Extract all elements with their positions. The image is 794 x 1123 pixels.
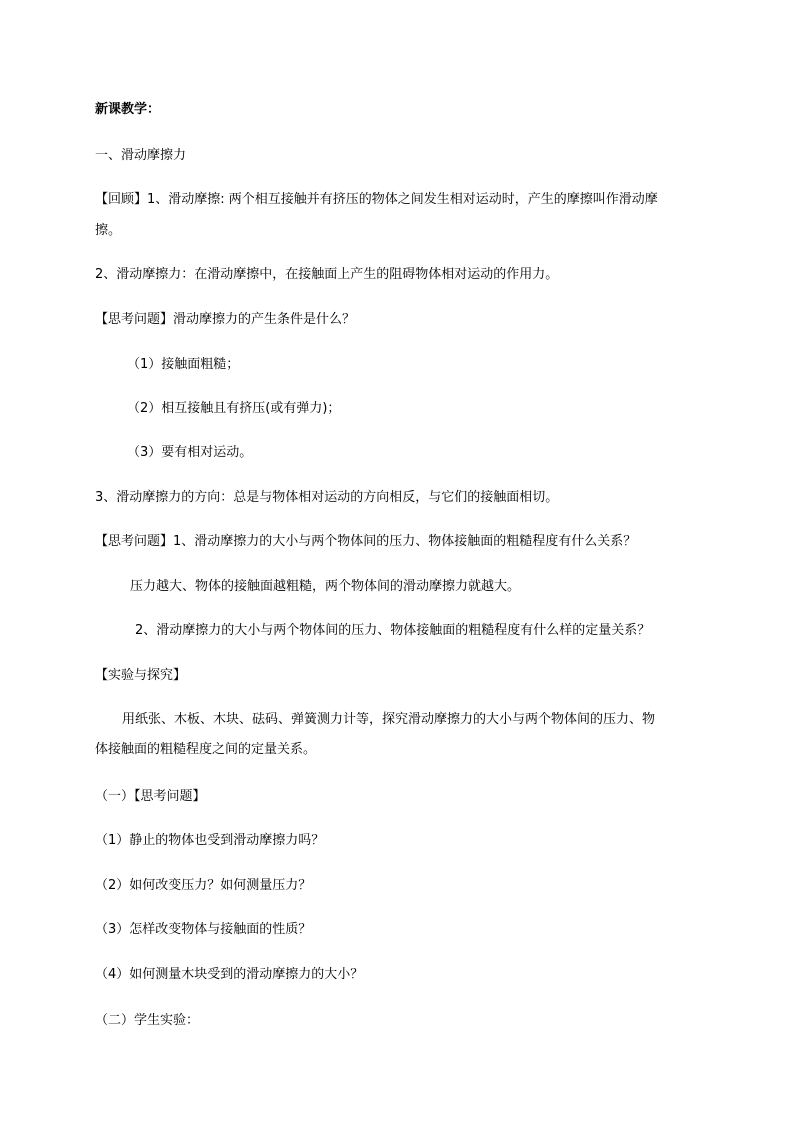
question-quantitative: 2、滑动摩擦力的大小与两个物体间的压力、物体接触面的粗糙程度有什么样的定量关系？ (135, 623, 651, 638)
think-question-conditions: 【思考问题】滑动摩擦力的产生条件是什么？ (95, 312, 356, 327)
part2-title: （二）学生实验： (95, 1013, 200, 1028)
definition-item-2: 2、滑动摩擦力：在滑动摩擦中，在接触面上产生的阻碍物体相对运动的作用力。 (95, 267, 559, 282)
part1-question: （1）静止的物体也受到滑动摩擦力吗？ (95, 833, 325, 848)
review-line-1: 【回顾】1、滑动摩擦: 两个相互接触并有挤压的物体之间发生相对运动时，产生的摩擦叫作滑动摩 (95, 192, 658, 207)
section-title: 一、滑动摩擦力 (95, 148, 187, 163)
experiment-line-1: 用纸张、木板、木块、砝码、弹簧测力计等，探究滑动摩擦力的大小与两个物体间的压力、物 (122, 712, 656, 727)
experiment-title: 【实验与探究】 (95, 668, 187, 683)
lesson-heading: 新课教学： (95, 102, 161, 117)
part1-title: （一）【思考问题】 (95, 789, 206, 804)
condition-item: （2）相互接触且有挤压(或有弹力)； (127, 401, 341, 416)
part1-question: （4）如何测量木块受到的滑动摩擦力的大小？ (95, 967, 364, 982)
part1-question: （3）怎样改变物体与接触面的性质？ (95, 922, 312, 937)
review-line-2: 擦。 (95, 223, 122, 238)
condition-item: （1）接触面粗糙； (127, 357, 240, 372)
think-question-size: 【思考问题】1、滑动摩擦力的大小与两个物体间的压力、物体接触面的粗糙程度有什么关系？ (95, 534, 637, 549)
answer-size: 压力越大、物体的接触面越粗糙，两个物体间的滑动摩擦力就越大。 (130, 579, 521, 594)
experiment-line-2: 体接触面的粗糙程度之间的定量关系。 (95, 742, 317, 757)
condition-item: （3）要有相对运动。 (127, 445, 253, 460)
definition-item-3: 3、滑动摩擦力的方向：总是与物体相对运动的方向相反，与它们的接触面相切。 (95, 490, 559, 505)
part1-question: （2）如何改变压力？如何测量压力？ (95, 878, 312, 893)
